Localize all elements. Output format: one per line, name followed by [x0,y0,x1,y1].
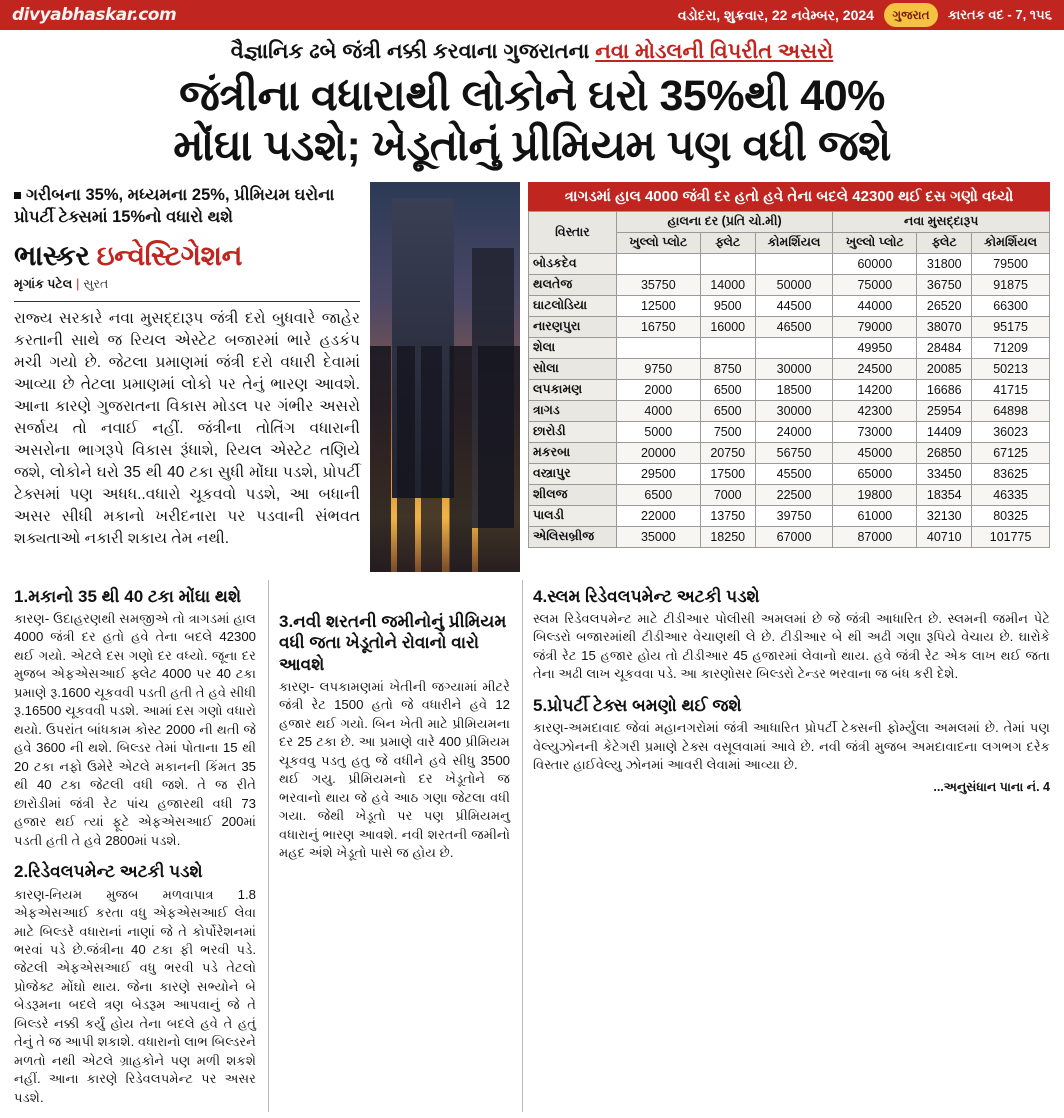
cell-cur-plot: 5000 [616,421,700,442]
cell-cur-flat [700,337,755,358]
cell-cur-comm: 22500 [755,484,833,505]
cell-new-flat: 28484 [917,337,972,358]
cell-cur-comm: 44500 [755,295,833,316]
kicker-highlight: નવા મોડલની વિપરીત અસરો [595,40,834,63]
cell-new-flat: 32130 [917,505,972,526]
cell-new-flat: 14409 [917,421,972,442]
cell-cur-flat: 20750 [700,442,755,463]
section-heading-1: 1.મકાનો 35 થી 40 ટકા મોંઘા થશે [14,586,242,606]
byline [14,275,360,298]
cell-cur-plot: 35750 [616,274,700,295]
cell-new-comm: 46335 [972,484,1050,505]
skyline-photo [370,182,520,572]
cell-new-flat: 18354 [917,484,972,505]
cell-new-plot: 73000 [833,421,917,442]
table-row [529,505,1050,526]
cell-cur-comm: 24000 [755,421,833,442]
header-area: વિસ્તાર [529,211,617,253]
cell-cur-plot: 20000 [616,442,700,463]
table-row [529,316,1050,337]
section-body-5: કારણ-અમદાવાદ જેવાં મહાનગરોમાં જંત્રી આધારિત પ્રોપર્ટી ટેક્સની ફોર્મ્યુલા અમલમાં છે. તેમાં પણ વેલ્યુઝોનની કેટેગરી પ્રમાણે ટેક્સ વસૂલવામાં આવે છે. નવી જંત્રી મુજબ અમદાવાદના લગભગ દરેક વિસ્તાર હાઈવેલ્યુ ઝોનમાં આવરી લેવામાં આવ્યા છે. [533,720,1050,773]
tower-shape [392,198,454,498]
cell-new-comm: 67125 [972,442,1050,463]
header-cur-comm: કોમર્શિયલ [755,232,833,253]
cell-new-flat: 20085 [917,358,972,379]
cell-new-plot: 49950 [833,337,917,358]
cell-cur-comm: 56750 [755,442,833,463]
cell-cur-flat: 6500 [700,379,755,400]
cell-new-flat: 26520 [917,295,972,316]
header-new-comm: કોમર્શિયલ [972,232,1050,253]
cell-area: છારોડી [529,421,617,442]
cell-cur-comm: 39750 [755,505,833,526]
cell-cur-comm: 50000 [755,274,833,295]
summary-text: ગરીબના 35%, મધ્યમના 25%, પ્રીમિયમ ઘરોના પ્રોપર્ટી ટેક્સમાં 15%નો વધારો થશે [14,185,335,227]
section-heading-5: 5.પ્રોપર્ટી ટેક્સ બમણો થઈ જશે [533,695,742,715]
cell-new-comm: 50213 [972,358,1050,379]
table-row [529,400,1050,421]
cell-cur-flat: 17500 [700,463,755,484]
cell-cur-flat: 8750 [700,358,755,379]
section-heading-3: 3.નવી શરતની જમીનોનું પ્રીમિયમ વધી જતા ખેડૂતોને રોવાનો વારો આવશે [279,612,507,674]
jantri-rates-table [528,211,1050,548]
cell-cur-comm: 30000 [755,358,833,379]
headline-line-1: જંત્રીના વધારાથી લોકોને ઘરો 35%થી 40% [179,72,885,120]
cell-new-plot: 65000 [833,463,917,484]
kicker [0,30,1064,66]
divider [14,301,360,302]
cell-new-plot: 60000 [833,253,917,274]
section-heading-2: 2.રિડેવલપમેન્ટ અટકી પડશે [14,862,203,882]
cell-cur-comm [755,253,833,274]
cell-area: એલિસબ્રીજ [529,526,617,547]
cell-cur-plot: 9750 [616,358,700,379]
cell-area: શીલજ [529,484,617,505]
cell-new-flat: 26850 [917,442,972,463]
cell-new-plot: 24500 [833,358,917,379]
cell-new-plot: 79000 [833,316,917,337]
cell-new-comm: 79500 [972,253,1050,274]
cell-cur-plot: 29500 [616,463,700,484]
header-cur-plot: ખુલ્લો પ્લોટ [616,232,700,253]
table-row [529,463,1050,484]
cell-new-comm: 80325 [972,505,1050,526]
cell-cur-comm: 30000 [755,400,833,421]
cell-cur-comm: 67000 [755,526,833,547]
cell-area: નારણપુરા [529,316,617,337]
cell-cur-flat: 16000 [700,316,755,337]
cell-new-comm: 71209 [972,337,1050,358]
cell-new-comm: 66300 [972,295,1050,316]
cell-new-flat: 40710 [917,526,972,547]
header-new-plot: ખુલ્લો પ્લોટ [833,232,917,253]
cell-area: પાલડી [529,505,617,526]
header-new-flat: ફ્લેટ [917,232,972,253]
table-row [529,274,1050,295]
publication-logo: divyabhaskar.com [12,5,177,25]
table-body [529,253,1050,547]
jantri-table-block [528,182,1050,572]
author-city: સુરત [83,277,109,292]
table-row [529,358,1050,379]
cell-cur-plot: 16750 [616,316,700,337]
section-body-3: કારણ- લપકામણમાં ખેતીની જગ્યામાં મીટરે જંત્રી રેટ 1500 હતો જે વધારીને હવે 12 હજાર થઈ ગયો. બિન ખેતી માટે પ્રીમિયમના દર 25 ટકા છે. આ પ્રમાણે વારે 400 પ્રીમિયમ ચૂકવવુ પડતુ હતુ જે વધીને હવે સીધુ 3500 થઈ ગયુ. પ્રીમિયમનો દર ખેડૂતોને જ ભરવાનો થાય જે હવે આઠ ગણા જેટલા વધી ગયા. જેથી ખેડૂતો પર પણ પ્રીમિયમનુ વધારાનું ભારણ આવશે. નવી શરતની જમીનો મહદ અંશે ખેડૂતો પાસે જ હોય છે. [279,678,510,861]
cell-cur-comm [755,337,833,358]
section-body-2-continued [279,582,510,600]
lead-paragraph: રાજ્ય સરકારે નવા મુસદ્દારૂપ જંત્રી દરો બુધવારે જાહેર કરતાની સાથે જ રિયલ એસ્ટેટ બજારમાં ભારે હડકંપ મચી ગયો છે. જેટલા પ્રમાણમાં જંત્રી દરો વધારી દેવામાં આવ્યા છે તેટલા પ્રમાણમાં લોકો પર તેનું ભારણ આવશે. આના કારણે ગુજરાતના વિકાસ મોડલ પર ગંભીર અસરો સર્જાય તો નવાઈ નહીં. જંત્રીના તોતિંગ વધારાની અસરોના ભાગરૂપે વિકાસ રૂંધાશે, રિયલ એસ્ટેટ તણિયે જશે, લોકોને ઘરો 35 થી 40 ટકા સુધી મોંઘા પડશે, પ્રોપર્ટી ટેક્સમાં પણ અધધ..વધારો ચૂકવવો પડશે, આ બધાની અસર સીધી મકાનો ખરીદનારા પર પડવાની સંભવત શક્યતાઓ નકારી શકાય તેમ નથી. [14,310,360,548]
table-row [529,526,1050,547]
cell-new-plot: 61000 [833,505,917,526]
photo-table-block [370,182,1050,572]
cell-new-flat: 16686 [917,379,972,400]
cell-area: શેલા [529,337,617,358]
cell-new-flat: 36750 [917,274,972,295]
cell-cur-flat: 7500 [700,421,755,442]
table-row [529,253,1050,274]
cell-cur-plot: 12500 [616,295,700,316]
publication-date: વડોદરા, શુક્રવાર, 22 નવેમ્બર, 2024 [677,6,874,23]
cell-cur-comm: 46500 [755,316,833,337]
cell-new-comm: 41715 [972,379,1050,400]
investigation-brand [14,234,360,275]
table-head [529,211,1050,253]
cell-cur-comm: 45500 [755,463,833,484]
table-row [529,295,1050,316]
brand-part-1: ભાસ્કર [14,240,97,272]
table-row [529,484,1050,505]
cell-cur-flat: 6500 [700,400,755,421]
top-content [0,182,1064,572]
masthead-right [678,3,1052,27]
cell-cur-plot: 22000 [616,505,700,526]
brand-part-2: ઇન્વેસ્ટિગેશન [96,240,243,272]
cell-new-flat: 31800 [917,253,972,274]
header-current-rates: હાલના દર (પ્રતિ ચો.મી) [616,211,833,232]
cell-new-plot: 87000 [833,526,917,547]
author-name: મૃગાંક પટેલ [14,277,73,292]
kicker-text: વૈજ્ઞાનિક ઢબે જંત્રી નક્કી કરવાના ગુજરાતના [230,40,596,63]
cell-area: ત્રાગડ [529,400,617,421]
cell-area: ઘાટલોડિયા [529,295,617,316]
table-row [529,421,1050,442]
header-new-rates: નવા મુસદ્દારૂપ [833,211,1050,232]
cell-cur-flat [700,253,755,274]
article-column-3 [522,580,1050,1113]
cell-new-comm: 95175 [972,316,1050,337]
cell-cur-flat: 13750 [700,505,755,526]
cell-new-comm: 83625 [972,463,1050,484]
cell-area: મકરબા [529,442,617,463]
continuation-note: ...અનુસંધાન પાના નં. 4 [933,779,1050,794]
right-column [370,182,1050,572]
cell-new-plot: 42300 [833,400,917,421]
cell-new-flat: 33450 [917,463,972,484]
section-body-1: કારણ- ઉદાહરણથી સમજીએ તો ત્રાગડમાં હાલ 4000 જંત્રી દર હતો હવે તેના બદલે 42300 થઈ ગયો. એટલે દસ ગણો દર વધ્યો. જૂના દર મુજબ એફએસઆઈ ફ્લેટ 4000 પર 40 ટકા પ્રમાણે રૂ.1600 ચૂકવવી પડતી હતી તે હવે સીધી રૂ.16500 ચૂકવવી પડશે. આમાં દસ ગણો વધારો થયો. ઉપરાંત બાંધકામ કોસ્ટ 2000 ની થતી જે હવે 3600 ની થશે. બિલ્ડર તેમાં પોતાના 15 થી 20 ટકા નફો ઉમેરે એટલે મકાનની કિંમત 35 થી 40 ટકા જેટલી વધી જશે. તે જ રીતે છારોડીમાં જંત્રી રેટ પાંચ હજારથી વધી 73 હજાર થઈ ત્યાં ફૂટે એફએસઆઈ 200માં પડતી હતી તે હવે 2800માં પડશે. [14,611,256,848]
cell-new-plot: 44000 [833,295,917,316]
edition-badge: ગુજરાત [884,3,938,27]
section-heading-4: 4.સ્લમ રિડેવલપમેન્ટ અટકી પડશે [533,586,760,606]
section-body-4: સ્લમ રિડેવલપમેન્ટ માટે ટીડીઆર પોલીસી અમલમાં છે જે જંત્રી આધારિત છે. સ્લમની જમીન પેટે બિલ્ડરો બજારમાંથી ટીડીઆર વેચાણથી લે છે. ટીડીઆર બે થી અઢી ગણા રૂપિયે વેચાય છે. ઘારોકે જંત્રી રેટ 15 હજાર હોય તો ટીડીઆર 45 હજારમાં લેવાનો થાય. હવે જંત્રી રેટ એક લાખ થઈ જતા તેના અઢી લાખ ચૂકવવા પડે. આ કારણોસર બિલ્ડરો ટેન્ડર ભરવાના જ બંધ કરી દેશે. [533,611,1050,682]
cell-cur-flat: 7000 [700,484,755,505]
cell-new-plot: 75000 [833,274,917,295]
cell-new-flat: 25954 [917,400,972,421]
cell-cur-plot [616,253,700,274]
cell-new-comm: 101775 [972,526,1050,547]
header-cur-flat: ફ્લેટ [700,232,755,253]
cell-area: થલતેજ [529,274,617,295]
cell-area: લપકામણ [529,379,617,400]
left-column [14,182,360,572]
table-row [529,379,1050,400]
table-row [529,442,1050,463]
cell-new-comm: 91875 [972,274,1050,295]
cell-new-comm: 36023 [972,421,1050,442]
byline-separator: | [76,277,80,292]
cell-new-comm: 64898 [972,400,1050,421]
cell-new-plot: 45000 [833,442,917,463]
article-column-1 [14,580,256,1113]
summary-bullet [14,182,360,235]
table-title: ત્રાગડમાં હાલ 4000 જંત્રી દર હતો હવે તેના બદલે 42300 થઈ દસ ગણો વધ્યો [528,182,1050,211]
article-column-2 [268,580,510,1113]
cell-cur-flat: 18250 [700,526,755,547]
headline-line-2: મોંઘા પડશે; ખેડૂતોનું પ્રીમિયમ પણ વધી જશે [173,121,891,170]
cell-cur-flat: 14000 [700,274,755,295]
headline [0,66,1064,182]
cell-cur-plot: 2000 [616,379,700,400]
cell-new-plot: 14200 [833,379,917,400]
article-columns [0,572,1064,1113]
cell-cur-flat: 9500 [700,295,755,316]
masthead [0,0,1064,30]
cell-cur-plot: 6500 [616,484,700,505]
cell-area: બોડકદેવ [529,253,617,274]
cell-cur-plot [616,337,700,358]
cell-cur-plot: 4000 [616,400,700,421]
cell-new-flat: 38070 [917,316,972,337]
cell-area: વસ્ત્રાપુર [529,463,617,484]
bullet-square-icon [14,192,21,199]
table-row [529,337,1050,358]
page-info: કારતક વદ - 7, ૧૫૬ [947,7,1052,22]
cell-cur-comm: 18500 [755,379,833,400]
section-body-2: કારણ-નિયમ મુજબ મળવાપાત્ર 1.8 એફએસઆઈ કરતા વધુ એફએસઆઈ લેવા માટે બિલ્ડરે વધારાનાં નાણાં જે તે કોર્પોરેશનમાં ભરવાં પડે છે.જંત્રીના 40 ટકા ફી ભરવી પડે. જેટલી એફએસઆઈ વધુ ભરવી પડે તેટલો પ્રોજેક્ટ મોંઘો થાય. જેના કારણે સભ્યોને બે બેડરૂમના બદલે ત્રણ બેડરૂમ આપવાનું જે તે બિલ્ડરે નક્કી કર્યું હોય તેના બદલે હવે તે હતું તેનું તે જ આપી શકાશે. વધારાનો લાભ બિલ્ડરને મળતો નથી એટલે ગ્રાહકોને પણ મળી શકશે નહીં. આના કારણે રિડેવલપમેન્ટ પર અસર પડશે. [14,886,256,1105]
cell-new-plot: 19800 [833,484,917,505]
cell-area: સોલા [529,358,617,379]
table-group-header-row [529,211,1050,232]
cell-cur-plot: 35000 [616,526,700,547]
